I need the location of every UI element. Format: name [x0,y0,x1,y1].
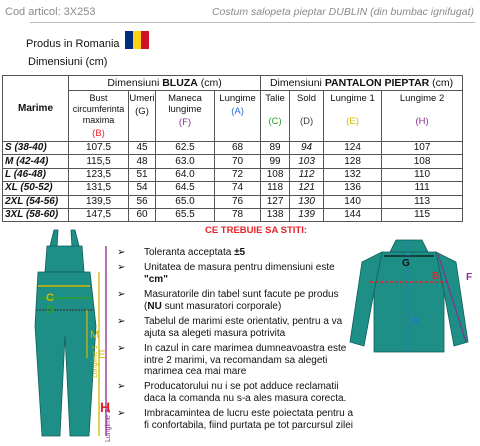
romania-flag-icon [125,31,149,49]
value-cell: 94 [290,142,324,155]
arrow-bullet-icon: ➢ [117,288,126,300]
size-header-text: Marime [17,103,53,114]
arrow-bullet-icon: ➢ [117,342,126,354]
value-cell: 115,5 [69,155,129,168]
note-text-tail: sunt masuratori corporale) [161,300,282,312]
note-text: Imbracamintea de lucru este poiectata pentru a fi confortabila, fiind purtata pe tot parcursul zilei [144,408,354,432]
value-cell: 111 [382,182,463,195]
column-code: (H) [415,116,429,127]
value-cell: 65.0 [156,195,215,208]
value-cell: 108 [382,155,463,168]
arrow-bullet-icon: ➢ [117,262,126,274]
value-cell: 70 [215,155,261,168]
pantalon-title-post: (cm) [429,77,454,89]
pantalon-title-pre: Dimensiuni [269,77,325,89]
note-item [117,408,357,432]
value-cell: 65.5 [156,208,215,221]
note-text: Tabelul de marimi este orientativ, pentru a va ajuta sa alegeti masura potrivita [144,315,343,339]
label-g: G [402,258,410,269]
size-cell: L (46-48) [3,168,69,181]
bluza-title-bold: BLUZA [162,77,198,89]
column-header [261,91,290,142]
value-cell: 118 [261,182,290,195]
column-code: (C) [268,116,282,127]
value-cell: 110 [382,168,463,181]
note-item [117,316,357,340]
size-cell: 3XL (58-60) [3,208,69,221]
label-h: H [100,399,111,415]
column-code: (E) [346,116,359,127]
column-label: Maneca lungime [168,93,202,115]
column-label: Talie [265,93,285,104]
size-column-header [3,76,69,142]
value-cell: 115 [382,208,463,221]
value-cell: 131,5 [69,182,129,195]
label-d: D [46,304,54,316]
arrow-bullet-icon: ➢ [117,408,126,420]
value-cell: 108 [261,168,290,181]
note-text: Producatorului nu i se pot adduce reclamatii daca la comanda nu s-a ales masura corecta. [144,381,347,405]
size-cell: S (38-40) [3,142,69,155]
note-item [117,262,357,286]
table-row [3,195,463,208]
notes-title: CE TREBUIE SA STITI: [204,225,308,236]
value-cell: 72 [215,168,261,181]
note-item [117,289,357,313]
value-cell: 132 [324,168,382,181]
value-cell: 136 [324,182,382,195]
label-lungime-2: Lungime 2 [105,409,112,442]
value-cell: 51 [129,168,156,181]
value-cell: 56 [129,195,156,208]
label-b: B [432,271,440,282]
value-cell: 124 [324,142,382,155]
origin-label: Produs in Romania [26,38,120,50]
value-cell: 107 [382,142,463,155]
label-f: F [466,272,473,283]
note-text: Toleranta acceptata [144,247,235,258]
value-cell: 140 [324,195,382,208]
value-cell: 99 [261,155,290,168]
value-cell: 112 [290,168,324,181]
table-row [3,168,463,181]
column-code: (B) [92,128,105,139]
value-cell: 130 [290,195,324,208]
size-table-body [3,142,463,222]
bluza-title-post: (cm) [197,77,222,89]
jacket-figure [340,232,478,370]
note-emphasis: "cm" [144,273,168,285]
table-row [3,155,463,168]
product-name: Costum salopeta pieptar DUBLIN (din bumbac ignifugat) [211,6,474,18]
value-cell: 113 [382,195,463,208]
column-label: Sold [297,93,317,104]
value-cell: 121 [290,182,324,195]
note-text: Unitatea de masura pentru dimensiuni este [144,262,335,274]
value-cell: 139 [290,208,324,221]
value-cell: 147,5 [69,208,129,221]
column-code: (A) [231,106,244,117]
header-divider [30,22,475,23]
flag-stripe-yellow [133,31,141,49]
value-cell: 64.0 [156,168,215,181]
column-label: Lungime 1 [330,93,375,104]
value-cell: 74 [215,182,261,195]
value-cell: 138 [261,208,290,221]
overall-bib-figure [2,228,122,444]
value-cell: 144 [324,208,382,221]
note-text: In cazul in care marimea dumneavoastra este intre 2 marimi, va recomandam sa alegeti marimea cea mai mare [144,342,347,378]
pantalon-title-bold: PANTALON PIEPTAR [324,77,430,89]
table-row [3,142,463,155]
arrow-bullet-icon: ➢ [117,315,126,327]
bluza-title-pre: Dimensiuni [107,77,163,89]
note-emphasis: ±5 [234,247,246,258]
table-row [3,182,463,195]
value-cell: 127 [261,195,290,208]
column-header [215,91,261,142]
value-cell: 107.5 [69,142,129,155]
label-e: E [98,349,106,361]
column-header [156,91,215,142]
notes-list [117,247,357,435]
column-header [382,91,463,142]
column-header [324,91,382,142]
value-cell: 89 [261,142,290,155]
column-header [290,91,324,142]
label-m: M [90,329,100,341]
value-cell: 64.5 [156,182,215,195]
note-item [117,343,357,378]
column-label: Lungime 2 [399,93,445,104]
column-code: (F) [178,117,192,128]
value-cell: 103 [290,155,324,168]
flag-stripe-red [141,31,149,49]
bluza-group-header [69,76,261,91]
note-emphasis: NU [147,300,162,312]
table-row [3,208,463,221]
label-lungime-1: Lungime 1 [92,345,99,378]
column-code: (D) [299,116,314,127]
value-cell: 60 [129,208,156,221]
arrow-bullet-icon: ➢ [117,381,126,393]
size-cell: 2XL (54-56) [3,195,69,208]
size-cell: M (42-44) [3,155,69,168]
label-c: C [46,292,54,304]
value-cell: 123,5 [69,168,129,181]
note-text: Masuratorile din tabel sunt facute pe produs ( [144,288,339,312]
size-cell: XL (50-52) [3,182,69,195]
column-code: (G) [135,106,149,117]
value-cell: 68 [215,142,261,155]
column-label: Bust circumferinta maxima [72,93,125,125]
value-cell: 48 [129,155,156,168]
note-item [117,247,357,259]
jacket-illustration [350,240,468,352]
value-cell: 78 [215,208,261,221]
label-a: A [412,316,420,327]
value-cell: 54 [129,182,156,195]
value-cell: 139,5 [69,195,129,208]
column-header [69,91,129,142]
dimensions-label: Dimensiuni (cm) [28,56,108,68]
note-item [117,381,357,405]
column-label: Lungime [219,93,256,104]
size-table [2,75,463,222]
flag-stripe-blue [125,31,133,49]
article-code: Cod articol: 3X253 [5,6,96,18]
value-cell: 62.5 [156,142,215,155]
value-cell: 63.0 [156,155,215,168]
arrow-bullet-icon: ➢ [117,247,126,258]
value-cell: 128 [324,155,382,168]
value-cell: 45 [129,142,156,155]
column-label: Umeri [129,93,155,104]
column-header-row [3,91,463,142]
column-header [129,91,156,142]
pantalon-group-header [261,76,463,91]
value-cell: 76 [215,195,261,208]
